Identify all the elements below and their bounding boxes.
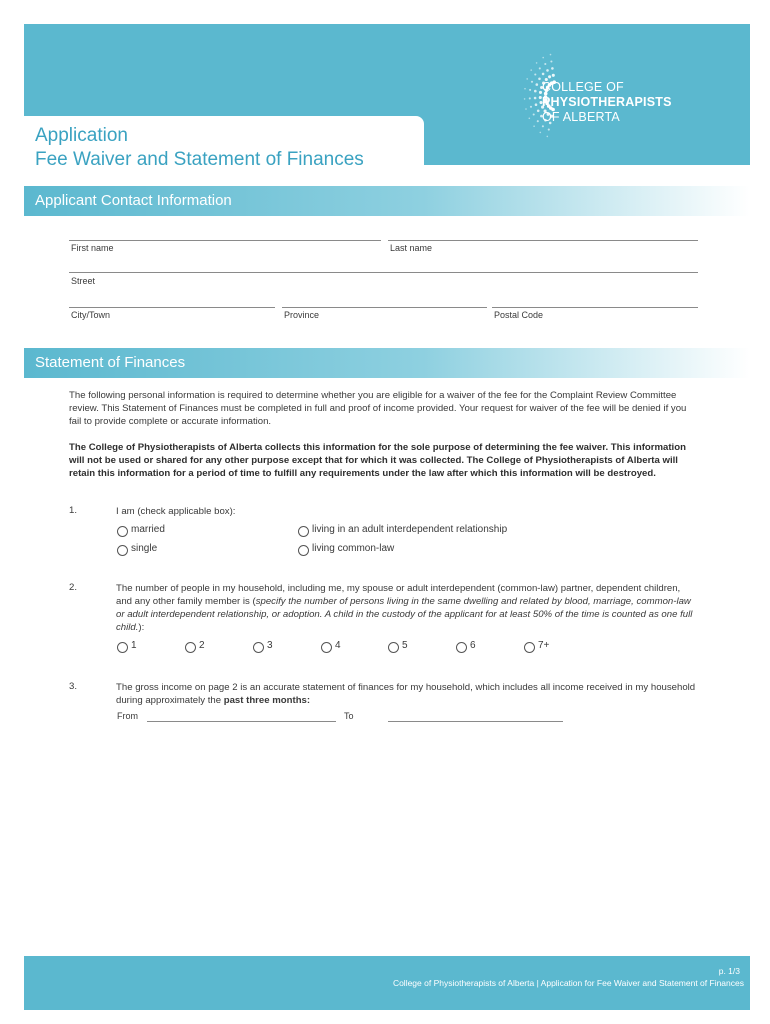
to-date-field[interactable] [388, 721, 563, 722]
adult-interdependent-label: living in an adult interdependent relationship [312, 524, 508, 535]
page-number: p. 1/3 [718, 966, 740, 976]
household-7plus-label: 7+ [538, 640, 550, 651]
household-6-radio[interactable] [456, 642, 467, 653]
question-2-number: 2. [69, 582, 78, 593]
household-5-label: 5 [402, 640, 408, 651]
section-title-finances: Statement of Finances [35, 354, 186, 371]
street-field[interactable] [69, 272, 698, 273]
city-field[interactable] [69, 307, 275, 308]
household-2-label: 2 [199, 640, 205, 651]
single-radio[interactable] [117, 545, 128, 556]
question-1-text: I am (check applicable box): [116, 506, 236, 517]
question-2-main: The number of people in my household, including me, my spouse or adult interdependent (common-law) partner, dependent children, and any other family member is ( [116, 583, 681, 607]
province-label: Province [284, 310, 320, 320]
common-law-label: living common-law [312, 543, 395, 554]
household-4-label: 4 [335, 640, 341, 651]
first-name-label: First name [71, 243, 114, 253]
household-7plus-radio[interactable] [524, 642, 535, 653]
privacy-paragraph: The College of Physiotherapists of Alberta collects this information for the sole purpose of determining the fee waiver. This information will not be used or shared for any other purpose except that for which it was collected. The College of Physiotherapists of Alberta will retain this information for a period of time to fulfill any requirements under the law after which this information will be destroyed. [69, 442, 686, 479]
question-3-main: The gross income on page 2 is an accurate statement of finances for my household, which includes all income received in my household during approximately the [116, 682, 696, 706]
household-5-radio[interactable] [388, 642, 399, 653]
page-title-line2: Fee Waiver and Statement of Finances [35, 149, 364, 170]
household-1-radio[interactable] [117, 642, 128, 653]
college-logo-text [542, 80, 672, 125]
section-title-contact: Applicant Contact Information [35, 192, 232, 209]
household-2-radio[interactable] [185, 642, 196, 653]
street-label: Street [71, 276, 96, 286]
postal-code-label: Postal Code [494, 310, 544, 320]
married-radio[interactable] [117, 526, 128, 537]
first-name-field[interactable] [69, 240, 381, 241]
question-1-number: 1. [69, 505, 78, 516]
from-label: From [117, 711, 138, 721]
logo-line-3: OF ALBERTA [542, 110, 620, 124]
household-1-label: 1 [131, 640, 137, 651]
married-label: married [131, 524, 165, 535]
household-4-radio[interactable] [321, 642, 332, 653]
section-header-finances [24, 348, 750, 378]
adult-interdependent-radio[interactable] [298, 526, 309, 537]
last-name-field[interactable] [388, 240, 698, 241]
single-label: single [131, 543, 158, 554]
logo-line-1: COLLEGE OF [542, 80, 624, 94]
section-header-contact [24, 186, 750, 216]
last-name-label: Last name [390, 243, 433, 253]
common-law-radio[interactable] [298, 545, 309, 556]
question-3-bold: past three months: [223, 695, 311, 706]
question-3-text [116, 681, 696, 707]
question-3-number: 3. [69, 681, 78, 692]
postal-code-field[interactable] [492, 307, 698, 308]
intro-paragraph: The following personal information is required to determine whether you are eligible for a waiver of the fee for the Complaint Review Committee review. This Statement of Finances must be completed in full and proof of income provided. Your request for waiver of the fee will be denied if you fail to provide complete or accurate information. [69, 390, 687, 427]
household-3-radio[interactable] [253, 642, 264, 653]
logo-line-2: PHYSIOTHERAPISTS [542, 95, 672, 109]
to-label: To [344, 711, 354, 721]
question-2-italic: specify the number of persons living in the same dwelling and related by blood, marriage, common-law or adult interdependent relationship, or adoption. A child in the custody of the applicant for at least 50% of the time is counted as one full child. [116, 596, 693, 633]
footer-text: College of Physiotherapists of Alberta | Application for Fee Waiver and Statement of Finances [392, 978, 744, 988]
province-field[interactable] [282, 307, 487, 308]
page-title-line1: Application [35, 125, 128, 146]
city-label: City/Town [71, 310, 111, 320]
question-2-end: ): [138, 622, 145, 633]
household-6-label: 6 [470, 640, 476, 651]
household-3-label: 3 [267, 640, 273, 651]
from-date-field[interactable] [147, 721, 336, 722]
question-2-text [116, 582, 696, 634]
